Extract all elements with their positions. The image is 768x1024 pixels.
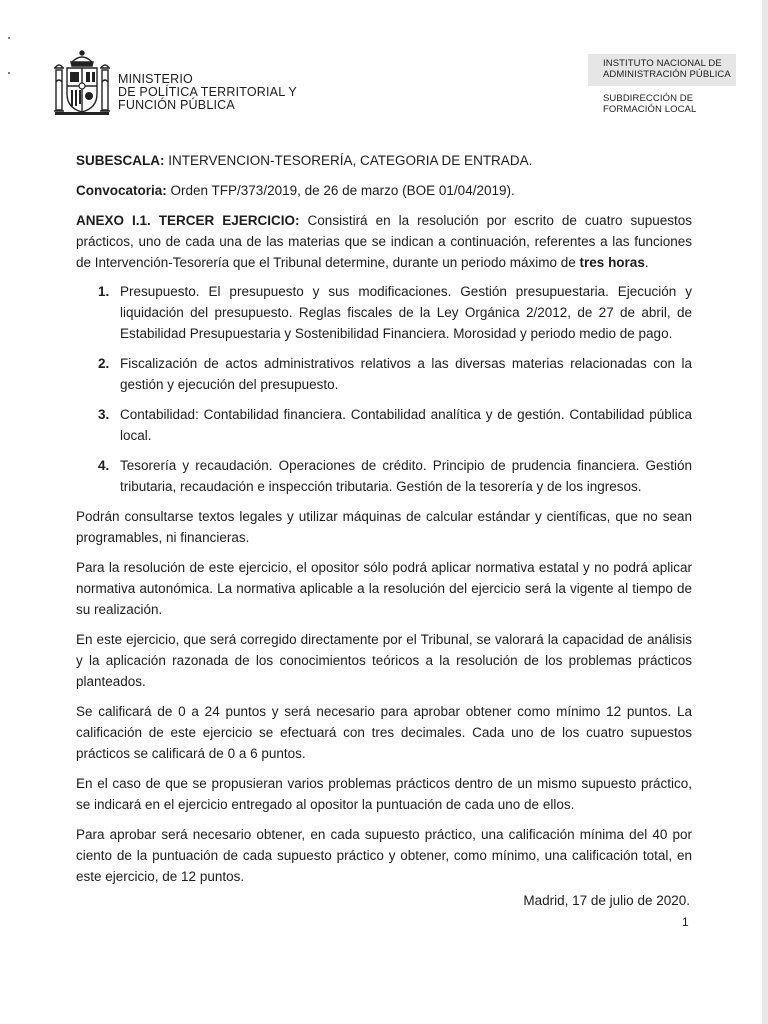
- ministry-line: MINISTERIO: [118, 72, 193, 86]
- document-body: [76, 150, 692, 887]
- inap-name: [603, 58, 731, 80]
- convocatoria-text: Orden TFP/373/2019, de 26 de marzo (BOE 01/04/2019).: [166, 183, 515, 198]
- subescala-line: [76, 150, 692, 171]
- list-item-number: 2.: [98, 356, 110, 371]
- convocatoria-label: Convocatoria:: [76, 183, 167, 198]
- body-paragraph: Para la resolución de este ejercicio, el opositor sólo podrá aplicar normativa estatal y no podrá aplicar normativa autonómica. La normativa aplicable a la resolución del ejercicio será la vigente al tiempo de su realización.: [76, 560, 692, 617]
- list-item-text: Presupuesto. El presupuesto y sus modificaciones. Gestión presupuestaria. Ejecución y liquidación del presupuesto. Reglas fiscales de la Ley Orgánica 2/2012, de 27 de abril, de Estabilidad Presupuestaria y Sostenibilidad Financiera. Morosidad y periodo medio de pago.: [120, 284, 692, 341]
- scan-speck: [8, 37, 10, 39]
- list-item-text: Contabilidad: Contabilidad financiera. Contabilidad analítica y de gestión. Contabilidad pública local.: [120, 407, 692, 443]
- list-item: [76, 353, 692, 395]
- subject-list: [76, 281, 692, 497]
- list-item-number: 3.: [98, 407, 110, 422]
- ministry-line: DE POLÍTICA TERRITORIAL Y: [118, 85, 297, 99]
- body-paragraph: En el caso de que se propusieran varios problemas prácticos dentro de un mismo supuesto práctico, se indicará en el ejercicio entregado al opositor la puntuación de cada uno de ellos.: [76, 776, 692, 812]
- spain-coat-of-arms-icon: [52, 48, 112, 118]
- anexo-text: Consistirá en la resolución por escrito de cuatro supuestos prácticos, uno de cada una de las materias que se indican a continuación, referentes a las funciones de Intervención-Tesorería que el Tribunal determine, durante un periodo máximo de: [76, 213, 692, 270]
- anexo-label: ANEXO I.1. TERCER EJERCICIO:: [76, 213, 300, 228]
- anexo-end: .: [644, 255, 649, 270]
- body-paragraph: Podrán consultarse textos legales y utilizar máquinas de calcular estándar y científicas, que no sean programables, ni financieras.: [76, 509, 692, 545]
- subdirectorate-name: [603, 93, 696, 115]
- list-item: [76, 455, 692, 497]
- anexo-duration: tres horas: [579, 255, 645, 270]
- subdir-line: SUBDIRECCIÓN DE: [603, 93, 694, 104]
- list-item-text: Tesorería y recaudación. Operaciones de crédito. Principio de prudencia financiera. Gestión tributaria, recaudación e inspección tributaria. Gestión de la tesorería y de los ingresos.: [120, 458, 692, 494]
- subescala-label: SUBESCALA:: [76, 153, 165, 168]
- scan-speck: [8, 72, 10, 74]
- signature-date: Madrid, 17 de julio de 2020.: [523, 893, 690, 908]
- subescala-text: INTERVENCION-TESORERÍA, CATEGORIA DE ENTRADA.: [164, 153, 533, 168]
- list-item-number: 1.: [98, 284, 110, 299]
- scan-edge: [762, 0, 768, 1024]
- body-paragraph: Para aprobar será necesario obtener, en cada supuesto práctico, una calificación mínima del 40 por ciento de la puntuación de cada supuesto práctico y obtener, como mínimo, una calificación total, en este ejercicio, de 12 puntos.: [76, 827, 692, 884]
- convocatoria-line: [76, 180, 692, 201]
- anexo-paragraph: [76, 210, 692, 273]
- list-item: [76, 281, 692, 344]
- ministry-name: [118, 73, 297, 112]
- list-item: [76, 404, 692, 446]
- subdir-line: FORMACIÓN LOCAL: [603, 104, 697, 115]
- page-number: 1: [682, 915, 689, 929]
- inap-line: ADMINISTRACIÓN PÚBLICA: [603, 69, 731, 80]
- list-item-number: 4.: [98, 458, 110, 473]
- ministry-line: FUNCIÓN PÚBLICA: [118, 98, 235, 112]
- body-paragraph: Se calificará de 0 a 24 puntos y será necesario para aprobar obtener como mínimo 12 puntos. La calificación de este ejercicio se efectuará con tres decimales. Cada uno de los cuatro supuestos prácticos se calificará de 0 a 6 puntos.: [76, 704, 692, 761]
- inap-line: INSTITUTO NACIONAL DE: [603, 58, 722, 69]
- list-item-text: Fiscalización de actos administrativos relativos a las diversas materias relacionadas con la gestión y ejecución del presupuesto.: [120, 356, 692, 392]
- body-paragraph: En este ejercicio, que será corregido directamente por el Tribunal, se valorará la capacidad de análisis y la aplicación razonada de los conocimientos teóricos a la resolución de los problemas prácticos planteados.: [76, 632, 692, 689]
